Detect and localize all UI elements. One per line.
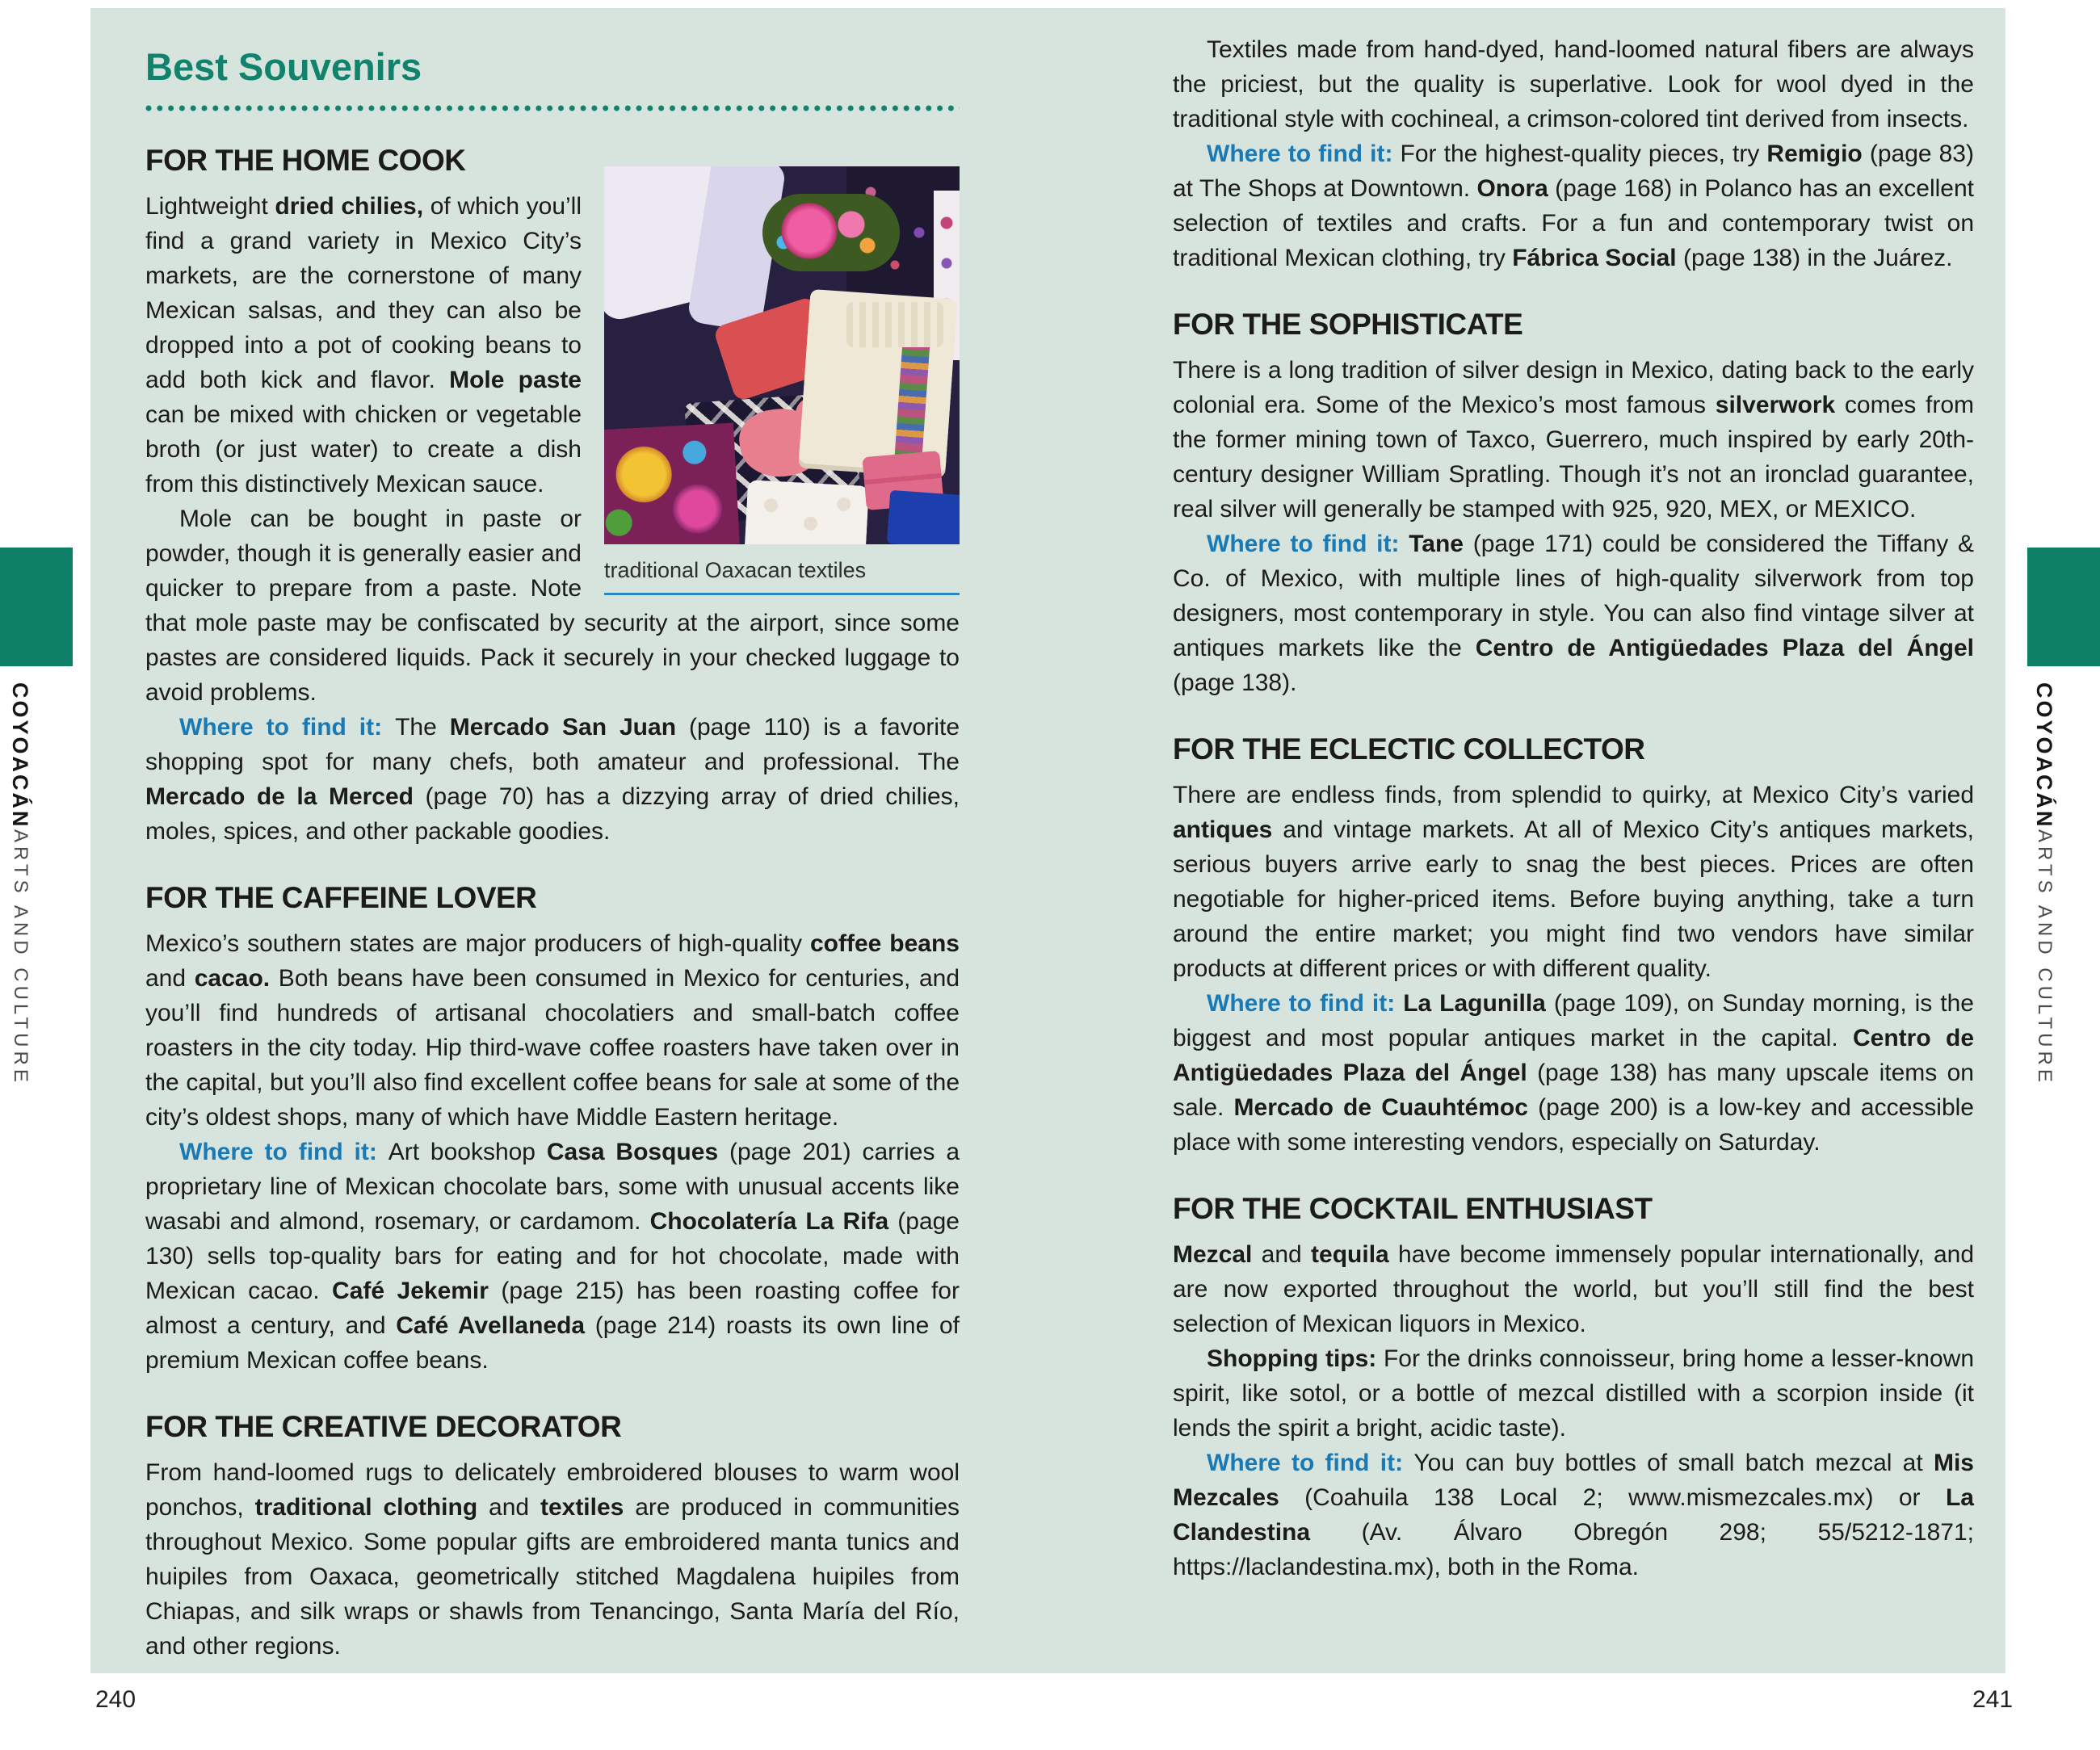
- text-segment: silverwork: [1715, 392, 1836, 418]
- right-side-tab: [2031, 682, 2058, 1085]
- where-to-find-it-label: Where to find it:: [1207, 990, 1404, 1017]
- photo-caption: traditional Oaxacan textiles: [604, 558, 867, 582]
- body-paragraph: [1173, 778, 1974, 986]
- text-segment: Casa Bosques: [546, 1139, 719, 1165]
- text-segment: Onora: [1476, 175, 1548, 202]
- text-segment: cacao.: [194, 965, 271, 992]
- text-segment: (page 130) sells top-quality bars for eating and for hot chocolate, made with Mexican cacao.: [145, 1208, 960, 1304]
- text-segment: (page 171) could be considered the Tiffany & Co. of Mexico, with multiple lines of high-quality silverwork from top designers, most contemporary in style. You can also find vintage silver at antiques markets like the: [1173, 531, 1974, 661]
- text-segment: Tane: [1409, 531, 1464, 557]
- text-segment: Mercado de Cuauhtémoc: [1233, 1094, 1528, 1121]
- text-segment: (page 168) in Polanco has an excellent selection of textiles and crafts. For a fun and contemporary twist on traditional Mexican clothing, try: [1173, 175, 1974, 271]
- page-title: Best Souvenirs: [145, 45, 422, 88]
- text-segment: and: [477, 1494, 540, 1521]
- body-paragraph: [1173, 136, 1974, 275]
- textiles-photo-figure: [604, 166, 960, 595]
- text-segment: of which you’ll find a grand variety in Mexico City’s markets, are the cornerstone of many Mexican salsas, and they can also be dropped into a pot of cooking beans to add both kick and flavor.: [145, 193, 582, 393]
- text-segment: For the highest-quality pieces, try: [1400, 141, 1767, 167]
- text-segment: (page 214) roasts its own line of premium Mexican coffee beans.: [145, 1312, 960, 1374]
- text-segment: Remigio: [1766, 141, 1863, 167]
- where-to-find-it-label: Where to find it:: [1207, 1450, 1414, 1476]
- text-segment: Lightweight: [145, 193, 275, 220]
- section-heading: FOR THE HOME COOK: [145, 144, 466, 177]
- text-segment: There is a long tradition of silver design in Mexico, dating back to the early colonial era. Some of the Mexico’s most famous: [1173, 357, 1974, 418]
- tab-neighborhood-label: COYOACÁN: [2032, 682, 2056, 829]
- text-segment: (page 138).: [1173, 669, 1297, 696]
- right-tab-color-block: [2027, 548, 2100, 666]
- body-paragraph: [1173, 32, 1974, 136]
- section-heading: FOR THE CAFFEINE LOVER: [145, 881, 537, 914]
- text-segment: and: [145, 965, 195, 992]
- text-segment: (page 138) in the Juárez.: [1676, 245, 1953, 271]
- left-page-column: [145, 47, 960, 1664]
- text-segment: Fábrica Social: [1512, 245, 1677, 271]
- text-segment: (Coahuila 138 Local 2; www.mismezcales.mx) or: [1279, 1484, 1946, 1511]
- body-paragraph: [145, 1455, 960, 1664]
- body-paragraph: [145, 926, 960, 1135]
- text-segment: Mole paste: [449, 367, 582, 393]
- section-heading: FOR THE SOPHISTICATE: [1173, 308, 1523, 341]
- text-segment: Mercado de la Merced: [145, 783, 414, 810]
- text-segment: Both beans have been consumed in Mexico for centuries, and you’ll find hundreds of artisanal chocolatiers and small-batch coffee roasters in the city today. Hip third-wave coffee roasters have taken over in the capital, but you’ll also find excellent coffee beans for sale at some of the city’s oldest shops, many of which have Middle Eastern heritage.: [145, 965, 960, 1131]
- text-segment: La Clandestina: [1173, 1484, 1974, 1546]
- tab-neighborhood-label: COYOACÁN: [8, 682, 32, 829]
- where-to-find-it-label: Where to find it:: [1207, 531, 1409, 557]
- text-segment: Café Jekemir: [332, 1278, 489, 1304]
- section-heading: FOR THE COCKTAIL ENTHUSIAST: [1173, 1192, 1653, 1225]
- text-segment: Centro de Antigüedades Plaza del Ángel: [1475, 635, 1974, 661]
- text-segment: can be mixed with chicken or vegetable broth (or just water) to create a dish from this distinctively Mexican sauce.: [145, 401, 582, 497]
- text-segment: Textiles made from hand-dyed, hand-loomed natural fibers are always the priciest, but the quality is superlative. Look for wool dyed in the traditional style with cochineal, a crimson-colored tint derived from insects.: [1173, 36, 1974, 132]
- oaxacan-textiles-photo: [604, 166, 960, 544]
- text-segment: Shopping tips:: [1207, 1345, 1384, 1372]
- text-segment: There are endless finds, from splendid to quirky, at Mexico City’s varied: [1173, 782, 1974, 808]
- text-segment: (Av. Álvaro Obregón 298; 55/5212-1871; https://laclandestina.mx), both in the Roma.: [1173, 1519, 1974, 1580]
- body-paragraph: [1173, 1341, 1974, 1446]
- body-paragraph: [1173, 1446, 1974, 1584]
- text-segment: (page 201) carries a proprietary line of Mexican chocolate bars, some with unusual accents like wasabi and almond, rosemary, or cardamom.: [145, 1139, 960, 1235]
- left-tab-color-block: [0, 548, 73, 666]
- dotted-divider: [145, 105, 960, 111]
- text-segment: Art bookshop: [388, 1139, 547, 1165]
- text-segment: Café Avellaneda: [396, 1312, 586, 1339]
- text-segment: have become immensely popular internationally, and are now exported throughout the world, but you’ll still find the best selection of Mexican liquors in Mexico.: [1173, 1241, 1974, 1337]
- text-segment: coffee beans: [809, 930, 960, 957]
- text-segment: dried chilies,: [275, 193, 424, 220]
- page-number-left: 240: [95, 1686, 136, 1713]
- text-segment: The: [395, 714, 450, 741]
- left-side-tab: [6, 682, 34, 1085]
- text-segment: Centro de Antigüedades Plaza del Ángel: [1173, 1025, 1974, 1086]
- text-segment: (page 200) is a low-key and accessible place with some interesting vendors, especially on Saturday.: [1173, 1094, 1974, 1156]
- text-segment: and vintage markets. At all of Mexico City’s antiques markets, serious buyers arrive early to snag the best pieces. Prices are often negotiable for higher-priced items. Before buying anything, take a turn around the entire market; you might find two vendors have similar products at different prices or with different quality.: [1173, 816, 1974, 982]
- caption-rule: [604, 593, 960, 595]
- text-segment: Mis Mezcales: [1173, 1450, 1974, 1511]
- body-paragraph: [1173, 986, 1974, 1160]
- where-to-find-it-label: Where to find it:: [179, 714, 396, 741]
- text-segment: textiles: [540, 1494, 624, 1521]
- right-page-column: [1173, 32, 1974, 1584]
- text-segment: Mezcal: [1173, 1241, 1253, 1268]
- text-segment: For the drinks connoisseur, bring home a lesser-known spirit, like sotol, or a bottle of mezcal distilled with a scorpion inside (it lends the spirit a bright, acidic taste).: [1173, 1345, 1975, 1442]
- where-to-find-it-label: Where to find it:: [179, 1139, 388, 1165]
- right-page-sections: [1173, 32, 1974, 1584]
- tab-category-label: ARTS AND CULTURE: [2034, 829, 2056, 1086]
- text-segment: antiques: [1173, 816, 1273, 843]
- text-segment: (page 215) has been roasting coffee for almost a century, and: [145, 1278, 960, 1339]
- text-segment: comes from the former mining town of Taxco, Guerrero, much inspired by early 20th-century designer William Spratling. Though it’s not an ironclad guarantee, real silver will generally be stamped with 925, 920, MEX, or MEXICO.: [1173, 392, 1974, 522]
- text-segment: (page 109), on Sunday morning, is the biggest and most popular antiques market in the capital.: [1173, 990, 1974, 1051]
- text-segment: (page 83) at The Shops at Downtown.: [1173, 141, 1974, 202]
- text-segment: and: [1252, 1241, 1312, 1268]
- text-segment: (page 70) has a dizzying array of dried chilies, moles, spices, and other packable goodies.: [145, 783, 960, 845]
- section-heading: FOR THE CREATIVE DECORATOR: [145, 1410, 622, 1443]
- section-heading: FOR THE ECLECTIC COLLECTOR: [1173, 732, 1645, 766]
- text-segment: (page 138) has many upscale items on sale.: [1173, 1060, 1974, 1121]
- body-paragraph: [1173, 353, 1974, 527]
- text-segment: are produced in communities throughout Mexico. Some popular gifts are embroidered manta tunics and huipiles from Oaxaca, geometrically stitched Magdalena huipiles from Chiapas, and silk wraps or shawls from Tenancingo, Santa María del Río, and other regions.: [145, 1494, 960, 1660]
- text-segment: You can buy bottles of small batch mezcal at: [1413, 1450, 1934, 1476]
- body-paragraph: [145, 710, 960, 849]
- tab-category-label: ARTS AND CULTURE: [10, 829, 32, 1086]
- body-paragraph: [1173, 527, 1974, 700]
- text-segment: (page 110) is a favorite shopping spot for many chefs, both amateur and professional. The: [145, 714, 960, 775]
- text-segment: La Lagunilla: [1403, 990, 1546, 1017]
- text-segment: From hand-loomed rugs to delicately embroidered blouses to warm wool ponchos,: [145, 1459, 960, 1521]
- text-segment: tequila: [1311, 1241, 1389, 1268]
- text-segment: Mercado San Juan: [449, 714, 677, 741]
- body-paragraph: [145, 1135, 960, 1378]
- text-segment: Chocolatería La Rifa: [649, 1208, 889, 1235]
- text-segment: Mole can be bought in paste or powder, though it is generally easier and quicker to prepare from a paste. Note that mole paste may be confiscated by security at the airport, since some pastes are considered liquids. Pack it securely in your checked luggage to avoid problems.: [145, 506, 960, 706]
- body-paragraph: [1173, 1237, 1974, 1341]
- where-to-find-it-label: Where to find it:: [1207, 141, 1401, 167]
- page-number-right: 241: [1972, 1686, 2014, 1713]
- text-segment: Mexico’s southern states are major producers of high-quality: [145, 930, 810, 957]
- text-segment: traditional clothing: [254, 1494, 478, 1521]
